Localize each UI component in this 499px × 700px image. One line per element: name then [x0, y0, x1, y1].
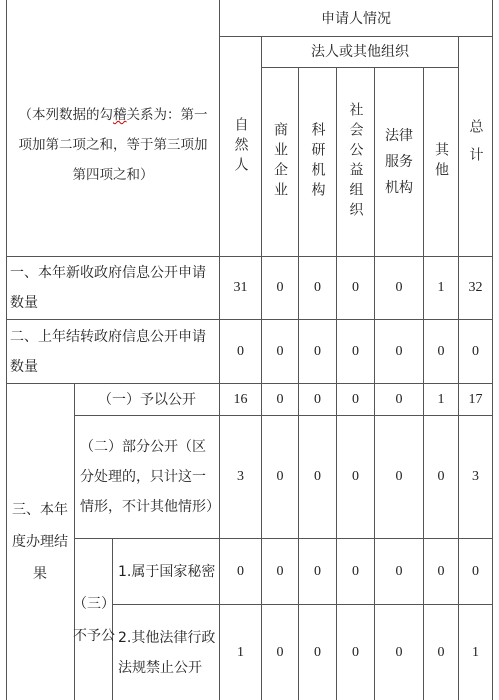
value-cell: 1: [237, 644, 244, 660]
row3c1-label: 1.属于国家秘密: [118, 563, 216, 580]
col-natural-person: 自然人: [232, 116, 249, 177]
header-applicant: 申请人情况: [321, 11, 391, 27]
value-cell: 0: [276, 563, 284, 579]
value-cell: 0: [314, 644, 321, 660]
value-cell: 0: [352, 469, 359, 484]
value-cell: 0: [352, 563, 359, 579]
note-pre: （本列数据的勾: [18, 107, 113, 123]
value-cell: 0: [395, 280, 403, 295]
value-cell: 17: [468, 391, 483, 407]
note-squig: 稽: [113, 107, 127, 123]
value-cell: 0: [472, 563, 479, 579]
header-note: [8, 36, 218, 254]
value-cell: 0: [276, 391, 284, 407]
value-cell: 1: [437, 280, 445, 295]
col-commercial: 商业企业: [272, 122, 288, 202]
value-cell: 0: [314, 343, 321, 359]
row3c-group-label: （三）不予公: [73, 595, 115, 644]
value-cell: 0: [395, 391, 403, 407]
value-cell: 1: [437, 391, 445, 407]
value-cell: 3: [472, 469, 479, 484]
value-cell: 31: [233, 280, 248, 295]
value-cell: 0: [352, 391, 359, 407]
value-cell: 0: [437, 644, 445, 660]
value-cell: 0: [352, 644, 359, 660]
col-legal-service: 法律服务机构: [385, 128, 413, 196]
row3b-label: （二）部分公开（区分处理的，只计这一情形，不计其他情形）: [80, 439, 220, 515]
value-cell: 0: [395, 644, 403, 660]
value-cell: 0: [437, 563, 445, 579]
value-cell: 0: [395, 469, 403, 484]
value-cell: 0: [395, 343, 403, 359]
value-cell: 0: [276, 343, 284, 359]
col-research: 科研机构: [309, 122, 326, 202]
value-cell: 0: [237, 343, 244, 359]
value-cell: 0: [314, 563, 321, 579]
value-cell: 0: [276, 644, 284, 660]
value-cell: 0: [314, 469, 321, 484]
col-public-welfare: 社会公益组织: [347, 102, 364, 222]
row2-label: 二、上年结转政府信息公开申请数量: [10, 328, 206, 375]
value-cell: 0: [437, 343, 445, 359]
value-cell: 0: [276, 469, 284, 484]
value-cell: 0: [352, 343, 359, 359]
row3-group-label: 三、本年度办理结果: [12, 502, 68, 582]
value-cell: 0: [314, 391, 321, 407]
value-cell: 0: [352, 280, 359, 295]
col-other: 其他: [433, 142, 449, 182]
header-legal-entity: 法人或其他组织: [311, 44, 409, 60]
value-cell: 16: [233, 391, 248, 407]
value-cell: 0: [276, 280, 284, 295]
col-total: 总计: [467, 118, 484, 175]
value-cell: 0: [395, 563, 403, 579]
row1-label: 一、本年新收政府信息公开申请数量: [10, 265, 206, 311]
value-cell: 32: [468, 280, 483, 295]
value-cell: 0: [237, 563, 244, 579]
value-cell: 0: [437, 469, 445, 484]
value-cell: 1: [472, 644, 479, 660]
value-cell: 0: [472, 343, 479, 359]
row3c2-label: 2.其他法律行政法规禁止公开: [118, 629, 216, 676]
value-cell: 3: [237, 469, 244, 484]
value-cell: 0: [314, 280, 321, 295]
note-post: 关系为：第一项加第二项之和，等于第三项加第四项之和）: [18, 107, 208, 183]
row3a-label: （一）予以公开: [98, 391, 196, 408]
